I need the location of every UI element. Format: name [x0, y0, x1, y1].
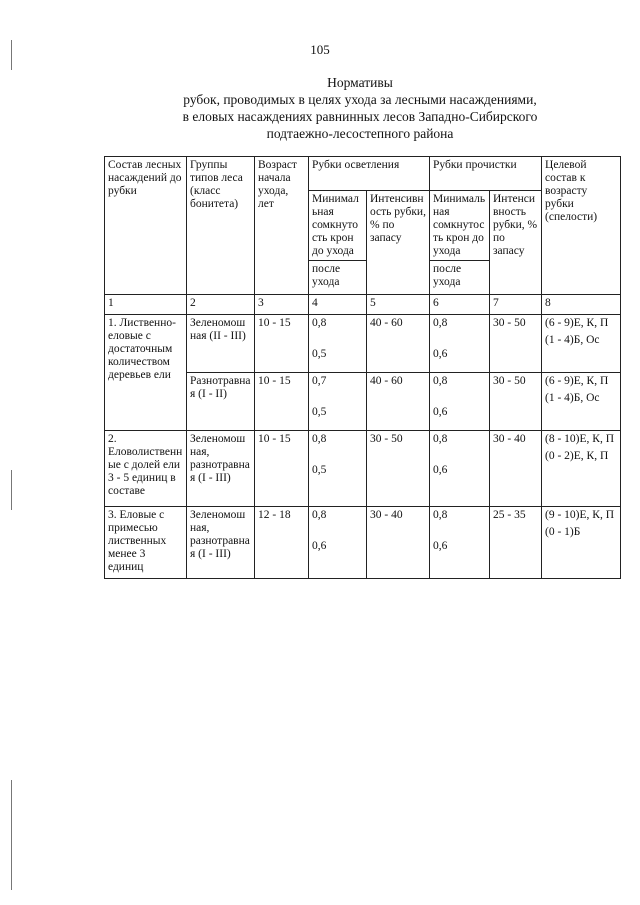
value-before: 0,8 [433, 317, 448, 329]
cell-target-composition [542, 507, 621, 579]
title-line: подтаежно-лесостепного района [266, 126, 454, 141]
cell-cleaning-intensity: 25 - 35 [490, 507, 542, 579]
value-after: 0,5 [312, 348, 327, 360]
cell-composition: 3. Еловые с примесью лиственных менее 3 единиц [105, 507, 187, 579]
title-line: в еловых насаждениях равнинных лесов Западно-Сибирского [182, 109, 538, 124]
cell-forest-group: Разнотравная (I - II) [187, 373, 255, 431]
cell-target-composition [542, 315, 621, 373]
cell-clarification-intensity: 40 - 60 [367, 315, 430, 373]
value-after: 0,6 [433, 464, 448, 476]
cell-clarification-density [309, 507, 367, 579]
value-before: 0,8 [312, 433, 327, 445]
title-line: Нормативы [327, 75, 393, 90]
header-composition: Состав лесных насаждений до рубки [105, 157, 187, 295]
cell-clarification-density [309, 315, 367, 373]
norms-table [104, 156, 621, 579]
table-row [105, 315, 621, 373]
cell-cleaning-intensity: 30 - 50 [490, 373, 542, 431]
cell-clarification-density [309, 431, 367, 507]
page-number: 105 [310, 42, 330, 57]
cell-clarification-intensity: 30 - 40 [367, 507, 430, 579]
cell-cleaning-density [430, 315, 490, 373]
cell-clarification-intensity: 30 - 50 [367, 431, 430, 507]
target-admixture: (0 - 1)Б [545, 526, 581, 538]
scan-edge-mark [11, 470, 12, 510]
header-after-care: после ухода [430, 261, 490, 295]
value-after: 0,6 [433, 406, 448, 418]
target-main: (6 - 9)Е, К, П [545, 317, 609, 329]
cell-cleaning-intensity: 30 - 40 [490, 431, 542, 507]
column-number: 5 [367, 295, 430, 315]
column-number: 7 [490, 295, 542, 315]
cell-target-composition [542, 373, 621, 431]
cell-forest-group: Зеленомошная, разнотравная (I - III) [187, 431, 255, 507]
header-age: Возраст начала ухода, лет [255, 157, 309, 295]
column-number: 1 [105, 295, 187, 315]
value-after: 0,6 [312, 540, 327, 552]
column-number: 3 [255, 295, 309, 315]
cell-cleaning-density [430, 431, 490, 507]
table-row [105, 507, 621, 579]
header-forest-groups: Группы типов леса (класс бонитета) [187, 157, 255, 295]
header-after-care: после ухода [309, 261, 367, 295]
cell-age: 10 - 15 [255, 315, 309, 373]
document-title [150, 74, 570, 142]
target-admixture: (1 - 4)Б, Ос [545, 334, 600, 346]
value-before: 0,8 [433, 433, 448, 445]
cell-forest-group: Зеленомошная (II - III) [187, 315, 255, 373]
value-before: 0,8 [312, 317, 327, 329]
target-admixture: (1 - 4)Б, Ос [545, 392, 600, 404]
cell-composition: 2. Еловолиственные с долей ели 3 - 5 единиц в составе [105, 431, 187, 507]
cell-target-composition [542, 431, 621, 507]
target-main: (9 - 10)Е, К, П [545, 509, 615, 521]
target-main: (8 - 10)Е, К, П [545, 433, 615, 445]
value-after: 0,6 [433, 540, 448, 552]
cell-age: 12 - 18 [255, 507, 309, 579]
cell-age: 10 - 15 [255, 431, 309, 507]
header-intensity: Интенсивность рубки, % по запасу [367, 191, 430, 295]
cell-clarification-intensity: 40 - 60 [367, 373, 430, 431]
table-row [105, 431, 621, 507]
column-number: 8 [542, 295, 621, 315]
value-before: 0,7 [312, 375, 327, 387]
column-number: 6 [430, 295, 490, 315]
value-before: 0,8 [433, 509, 448, 521]
cell-age: 10 - 15 [255, 373, 309, 431]
target-admixture: (0 - 2)Е, К, П [545, 450, 609, 462]
header-min-density: Минимальная сомкнутость крон до ухода [309, 191, 367, 261]
header-intensity: Интенсивность рубки, % по запасу [490, 191, 542, 295]
column-number: 4 [309, 295, 367, 315]
cell-cleaning-density [430, 507, 490, 579]
scan-edge-mark [11, 780, 12, 890]
header-min-density: Минимальная сомкнутость крон до ухода [430, 191, 490, 261]
value-before: 0,8 [312, 509, 327, 521]
header-clarification-cuttings: Рубки осветления [309, 157, 430, 191]
value-before: 0,8 [433, 375, 448, 387]
cell-composition: 1. Лиственно-еловые с достаточным количеством деревьев ели [105, 315, 187, 431]
title-line: рубок, проводимых в целях ухода за лесными насаждениями, [183, 92, 537, 107]
cell-forest-group: Зеленомошная, разнотравная (I - III) [187, 507, 255, 579]
value-after: 0,5 [312, 406, 327, 418]
cell-cleaning-intensity: 30 - 50 [490, 315, 542, 373]
cell-clarification-density [309, 373, 367, 431]
header-target-composition: Целевой состав к возрасту рубки (спелости) [542, 157, 621, 295]
value-after: 0,5 [312, 464, 327, 476]
cell-cleaning-density [430, 373, 490, 431]
value-after: 0,6 [433, 348, 448, 360]
header-cleaning-cuttings: Рубки прочистки [430, 157, 542, 191]
column-number: 2 [187, 295, 255, 315]
target-main: (6 - 9)Е, К, П [545, 375, 609, 387]
